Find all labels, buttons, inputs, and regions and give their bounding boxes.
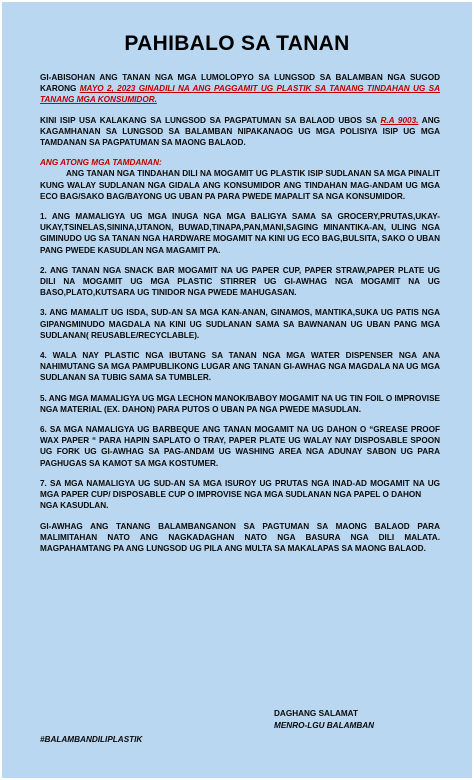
guideline-item-6: 6. SA MGA NAMALIGYA UG BARBEQUE ANG TANAN MOGAMIT NA UG DAHON O “GREASE PROOF WAX PAPER “ PARA HAPIN SAPLATO O TRAY, PAPER PLATE UG WALAY NAY DISPOSABLE SPOON UG FORK UG GI-AWHAG SA PAG-ANDAM UG WASHING AREA NGA ADUNAY SABON UG PARA PAGHUGAS SA KAMOT SA MGA KOSTUMER.: [40, 425, 440, 468]
guideline-item-7-tail: NGA KASUDLAN.: [40, 501, 109, 511]
signature-office: MENRO-LGU BALAMBAN: [274, 721, 375, 730]
guidelines-heading-text: ANG ATONG MGA TAMDANAN:: [40, 158, 162, 168]
notice-sheet: [2, 2, 472, 778]
guideline-item-3: 3. ANG MAMALIT UG ISDA, SUD-AN SA MGA KAN-ANAN, GINAMOS, MANTIKA,SUKA UG PATIS NGA GIPANGMINUDO MAGDALA NA KINI UG SUDLANAN SAMA SA BAWNANAN UG UBAN PANG MGA SUDLANAN( REUSABLE/RECYCLABLE).: [40, 308, 440, 340]
ordinance-paragraph: [40, 115, 440, 149]
notice-intro-text: GI-ABISOHAN ANG TANAN NGA MGA LUMOLOPYO SA LUNGSOD SA BALAMBAN NGA SUGOD KARONG: [40, 73, 440, 94]
ordinance-text-before: KINI ISIP USA KALAKANG SA LUNGSOD SA PAGPATUMAN SA BALAOD UBOS SA: [40, 115, 381, 125]
closing-paragraph: GI-AWHAG ANG TANANG BALAMBANGANON SA PAGTUMAN SA MAONG BALAOD PARA MALIMITAHAN NATO ANG NAGKADAGHAN NATO NGA BASURA NGA DILI MALATA. MAGPAHAMTANG PA ANG LUNGSOD UG PILA ANG MULTA SA MAKALAPAS SA MAONG BALAOD.: [40, 521, 440, 553]
guideline-item-1: 1. ANG MAMALIGYA UG MGA INUGA NGA MGA BALIGYA SAMA SA GROCERY,PRUTAS,UKAY-UKAY,TSINELAS,SININA,UTANON, BUWAD,TINAPA,PAN,MANI,SAGING MINANTIKA-AN, ULING NGA GIMINUDO UG SA TANAN NGA HARDWARE MOGAMIT NA KINI UG ECO BAG,BULSITA, SAKO O UBAN PANG PWEDE KASUDLAN NGA MAGAMIT PA.: [40, 212, 440, 255]
hashtag: #BALAMBANDILIPLASTIK: [40, 735, 143, 744]
guideline-item-2: 2. ANG TANAN NGA SNACK BAR MOGAMIT NA UG PAPER CUP, PAPER STRAW,PAPER PLATE UG DILI NA MOGAMIT UG MGA PLASTIC STIRRER UG GI-AWHAG NGA MOGAMIT NA UG BASO,PLATO,KUTSARA UG TINIDOR NGA PWEDE MAHUGASAN.: [40, 265, 440, 298]
guideline-item-5: 5. ANG MGA MAMALIGYA UG MGA LECHON MANOK/BABOY MOGAMIT NA UG TIN FOIL O IMPROVISE NGA MATERIAL (EX. DAHON) PARA PUTOS O UBAN PA NGA PWEDE MASUDLAN.: [40, 393, 440, 414]
guideline-item-7: 7. SA MGA NAMALIGYA UG SUD-AN SA MGA ISUROY UG PRUTAS NGA INAD-AD MOGAMIT NA UG MGA PAPER CUP/ DISPOSABLE CUP O IMPROVISE NGA MGA SUDLANAN NGA PAPEL O DAHON: [40, 478, 440, 500]
signature-block: [274, 708, 374, 732]
law-reference: R.A 9003.: [380, 115, 419, 125]
effective-date-highlight: MAYO 2, 2023 GINADILI NA ANG PAGGAMIT UG PLASTIK SA TANANG TINDAHAN UG SA TANANG MGA KONSUMIDOR.: [40, 84, 440, 105]
guidelines-heading: [40, 157, 440, 168]
page-title: PAHIBALO SA TANAN: [124, 32, 350, 55]
ordinance-text-after: ANG KAGAMHANAN SA LUNGSOD SA BALAMBAN NIPAKANAOG UG MGA POLISIYA ISIP UG MGA TAMDANAN SA PAGPATUMAN SA MAONG BALAOD.: [40, 115, 440, 148]
signature-thanks: DAGHANG SALAMAT: [274, 709, 358, 718]
notice-body: [40, 72, 440, 563]
guidelines-intro: ANG TANAN NGA TINDAHAN DILI NA MOGAMIT UG PLASTIK ISIP SUDLANAN SA MGA PINALIT KUNG WALAY SUDLANAN NGA GIDALA ANG KONSUMIDOR ANG TINDAHAN MAG-ANDAM UG MGA ECO BAG/SAKO BAG/BAYONG UG UBAN PA PARA PWEDE MAPALIT SA NGA KONSUMIDOR.: [40, 169, 440, 201]
notice-intro: [40, 72, 440, 106]
guideline-item-4: 4. WALA NAY PLASTIC NGA IBUTANG SA TANAN NGA MGA WATER DISPENSER NGA ANA NAHIMUTANG SA MGA PAMPUBLIKONG LUGAR ANG TANAN GI-AWHAG NGA MAGDALA NA UG MGA SUDLANAN SA TUBIG SAMA SA TUMBLER.: [40, 351, 440, 383]
